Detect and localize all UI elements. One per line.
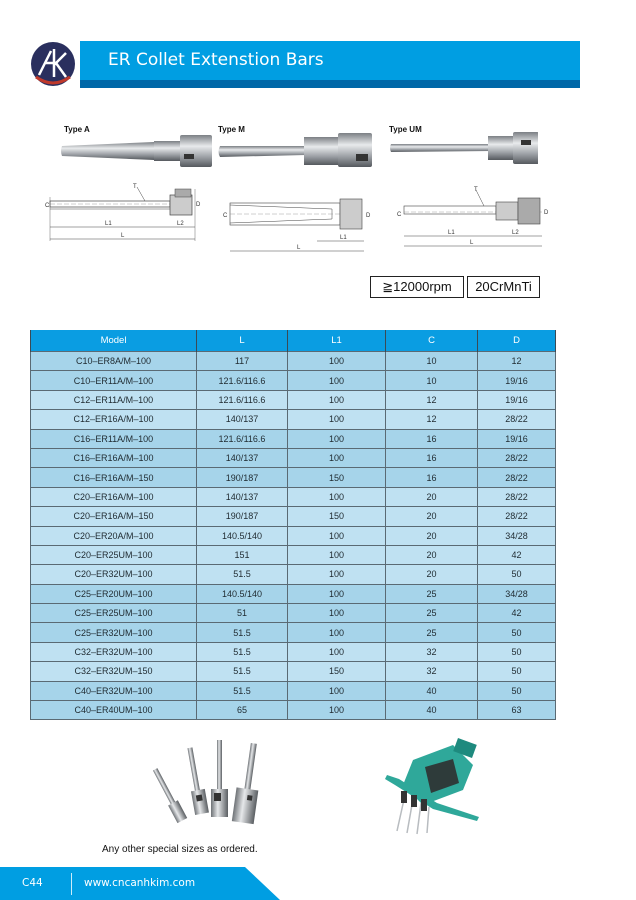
cell-d: 50	[478, 662, 556, 681]
cell-l: 51.5	[197, 681, 288, 700]
type-um-photo	[388, 130, 538, 166]
table-row	[31, 371, 556, 390]
cell-l: 140.5/140	[197, 526, 288, 545]
cell-l1: 100	[288, 390, 386, 409]
dim-d-um: D	[544, 210, 549, 216]
cell-d: 28/22	[478, 468, 556, 487]
cell-l1: 150	[288, 662, 386, 681]
dim-l-um: L	[470, 240, 474, 246]
cell-model: C25–ER25UM–100	[31, 604, 197, 623]
cell-l1: 100	[288, 642, 386, 661]
company-logo	[30, 41, 76, 87]
cell-c: 16	[386, 429, 478, 448]
table-row	[31, 468, 556, 487]
cell-model: C32–ER32UM–150	[31, 662, 197, 681]
cell-l: 121.6/116.6	[197, 371, 288, 390]
type-m-photo	[216, 130, 376, 170]
cell-model: C20–ER20A/M–100	[31, 526, 197, 545]
table-row	[31, 681, 556, 700]
cell-d: 28/22	[478, 448, 556, 467]
table-row	[31, 448, 556, 467]
type-um-label: Type UM	[389, 125, 422, 134]
cell-d: 50	[478, 623, 556, 642]
cell-l: 51.5	[197, 565, 288, 584]
cell-model: C16–ER11A/M–100	[31, 429, 197, 448]
dim-l1-m: L1	[340, 235, 347, 241]
footer-divider	[71, 873, 72, 895]
cell-c: 10	[386, 352, 478, 371]
cell-model: C25–ER20UM–100	[31, 584, 197, 603]
type-um-drawing	[392, 186, 562, 252]
cell-l1: 100	[288, 701, 386, 720]
dim-c-um: C	[397, 212, 402, 218]
cell-model: C25–ER32UM–100	[31, 623, 197, 642]
dim-d: D	[196, 202, 201, 208]
cell-l1: 100	[288, 448, 386, 467]
table-row	[31, 545, 556, 564]
cell-model: C32–ER32UM–100	[31, 642, 197, 661]
dim-t: T	[133, 184, 137, 190]
cell-l: 117	[197, 352, 288, 371]
cell-d: 34/28	[478, 526, 556, 545]
cell-c: 16	[386, 468, 478, 487]
cell-l1: 100	[288, 584, 386, 603]
cell-model: C40–ER32UM–100	[31, 681, 197, 700]
cell-d: 50	[478, 565, 556, 584]
cell-l: 121.6/116.6	[197, 429, 288, 448]
dim-l1: L1	[105, 221, 112, 227]
cell-l1: 150	[288, 468, 386, 487]
table-row	[31, 623, 556, 642]
dim-d-m: D	[366, 213, 371, 219]
cell-l1: 100	[288, 487, 386, 506]
cell-c: 40	[386, 681, 478, 700]
cell-l1: 100	[288, 371, 386, 390]
type-a-label: Type A	[64, 125, 90, 134]
cell-c: 12	[386, 390, 478, 409]
cell-l: 140/137	[197, 448, 288, 467]
cell-d: 28/22	[478, 410, 556, 429]
cell-d: 28/22	[478, 487, 556, 506]
cell-l1: 100	[288, 623, 386, 642]
cell-model: C20–ER16A/M–150	[31, 507, 197, 526]
cell-d: 19/16	[478, 390, 556, 409]
cell-d: 50	[478, 642, 556, 661]
cell-l: 151	[197, 545, 288, 564]
cell-d: 19/16	[478, 371, 556, 390]
table-row	[31, 429, 556, 448]
website-link[interactable]: www.cncanhkim.com	[84, 877, 196, 889]
col-header-l1: L1	[288, 330, 386, 352]
dim-t-um: T	[474, 187, 478, 193]
spec-table	[30, 330, 556, 720]
type-a-photo	[60, 132, 220, 170]
speed-spec-box: ≧12000rpm	[370, 276, 464, 298]
dim-l1-um: L1	[448, 230, 455, 236]
cell-c: 12	[386, 410, 478, 429]
cell-model: C20–ER25UM–100	[31, 545, 197, 564]
cell-c: 25	[386, 623, 478, 642]
cell-l: 51.5	[197, 623, 288, 642]
special-sizes-note: Any other special sizes as ordered.	[102, 844, 258, 855]
cell-l1: 100	[288, 526, 386, 545]
table-header-row	[31, 330, 556, 352]
cell-l1: 100	[288, 429, 386, 448]
cell-d: 12	[478, 352, 556, 371]
cell-d: 63	[478, 701, 556, 720]
cell-l1: 100	[288, 352, 386, 371]
cell-d: 28/22	[478, 507, 556, 526]
table-row	[31, 701, 556, 720]
cell-model: C16–ER16A/M–150	[31, 468, 197, 487]
cell-c: 16	[386, 448, 478, 467]
cell-l1: 100	[288, 545, 386, 564]
cell-l1: 100	[288, 681, 386, 700]
col-header-d: D	[478, 330, 556, 352]
cell-model: C12–ER11A/M–100	[31, 390, 197, 409]
cell-c: 20	[386, 565, 478, 584]
cell-model: C16–ER16A/M–100	[31, 448, 197, 467]
cell-d: 19/16	[478, 429, 556, 448]
cell-l: 190/187	[197, 468, 288, 487]
cell-c: 40	[386, 701, 478, 720]
cell-l1: 100	[288, 410, 386, 429]
table-row	[31, 352, 556, 371]
cell-c: 10	[386, 371, 478, 390]
cell-c: 32	[386, 642, 478, 661]
material-spec-box: 20CrMnTi	[467, 276, 540, 298]
table-row	[31, 390, 556, 409]
cell-d: 42	[478, 604, 556, 623]
cell-model: C20–ER16A/M–100	[31, 487, 197, 506]
table-row	[31, 487, 556, 506]
cell-l: 190/187	[197, 507, 288, 526]
table-row	[31, 526, 556, 545]
cell-l: 140/137	[197, 410, 288, 429]
table-row	[31, 662, 556, 681]
cell-l: 51.5	[197, 662, 288, 681]
dim-l2: L2	[177, 221, 184, 227]
dim-l2-um: L2	[512, 230, 519, 236]
cell-l1: 100	[288, 565, 386, 584]
page-number: C44	[22, 877, 43, 889]
type-m-drawing	[222, 193, 372, 257]
cell-c: 25	[386, 584, 478, 603]
cell-l1: 100	[288, 604, 386, 623]
type-a-drawing	[45, 183, 225, 249]
cell-model: C10–ER11A/M–100	[31, 371, 197, 390]
cell-l: 140/137	[197, 487, 288, 506]
cell-l: 121.6/116.6	[197, 390, 288, 409]
cell-c: 25	[386, 604, 478, 623]
cell-c: 32	[386, 662, 478, 681]
page-title: ER Collet Extenstion Bars	[108, 50, 324, 70]
table-row	[31, 565, 556, 584]
dim-c-m: C	[223, 213, 228, 219]
cell-l: 51.5	[197, 642, 288, 661]
dim-c: C	[45, 203, 50, 209]
cell-model: C40–ER40UM–100	[31, 701, 197, 720]
table-row	[31, 507, 556, 526]
table-row	[31, 584, 556, 603]
cell-c: 20	[386, 545, 478, 564]
col-header-c: C	[386, 330, 478, 352]
cell-l: 65	[197, 701, 288, 720]
cell-c: 20	[386, 487, 478, 506]
cell-l: 140.5/140	[197, 584, 288, 603]
table-row	[31, 642, 556, 661]
cell-model: C12–ER16A/M–100	[31, 410, 197, 429]
table-row	[31, 410, 556, 429]
cell-d: 34/28	[478, 584, 556, 603]
dim-l-m: L	[297, 245, 301, 251]
cell-l: 51	[197, 604, 288, 623]
cell-c: 20	[386, 507, 478, 526]
col-header-l: L	[197, 330, 288, 352]
extension-bars-photo	[150, 735, 270, 835]
col-header-model: Model	[31, 330, 197, 352]
dim-l: L	[121, 233, 125, 239]
cell-model: C20–ER32UM–100	[31, 565, 197, 584]
header-strip	[80, 80, 580, 88]
cell-model: C10–ER8A/M–100	[31, 352, 197, 371]
table-row	[31, 604, 556, 623]
cell-d: 42	[478, 545, 556, 564]
type-m-label: Type M	[218, 125, 245, 134]
cell-d: 50	[478, 681, 556, 700]
cell-c: 20	[386, 526, 478, 545]
multi-spindle-head-photo	[383, 735, 483, 835]
cell-l1: 150	[288, 507, 386, 526]
